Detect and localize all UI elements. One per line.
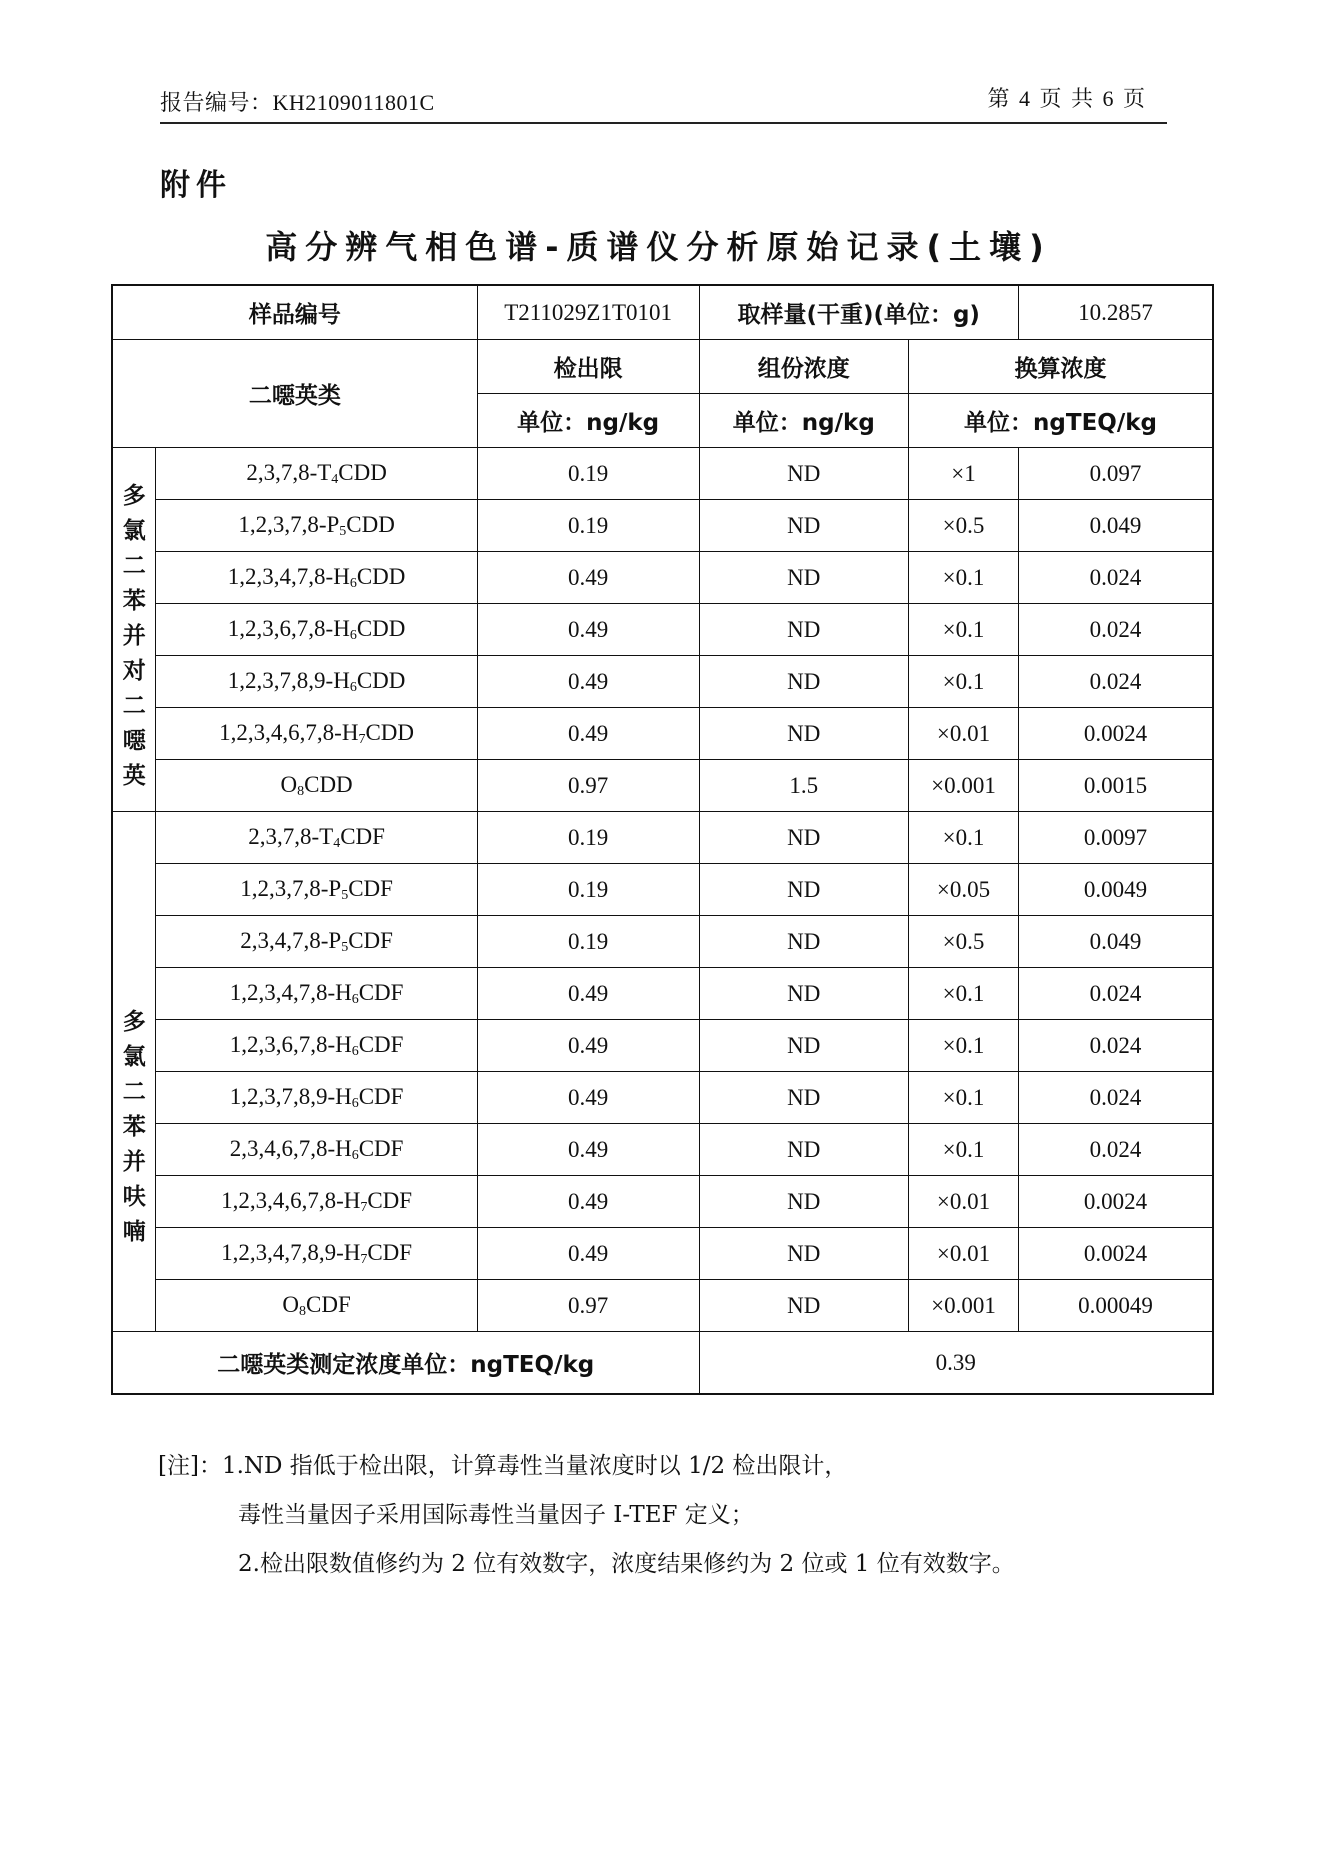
cell-lod: 0.49 (477, 1072, 699, 1124)
cell-teq: 0.024 (1018, 604, 1213, 656)
cell-lod: 0.49 (477, 656, 699, 708)
cell-conc: ND (699, 1124, 909, 1176)
table-row (112, 864, 1213, 916)
cell-conc: ND (699, 864, 909, 916)
congener-name: $1,2,3,7,8-P_5CDD$ (156, 500, 477, 552)
congener-name: $1,2,3,4,6,7,8-H_7CDD$ (156, 708, 477, 760)
unit-conc: 单位：ng/kg (699, 394, 909, 448)
table-row (112, 448, 1213, 500)
cell-teq: 0.024 (1018, 1124, 1213, 1176)
total-row (112, 1332, 1213, 1395)
cell-teq: 0.049 (1018, 500, 1213, 552)
table-row (112, 760, 1213, 812)
cell-tef: ×0.1 (909, 552, 1019, 604)
congener-name: $2,3,4,6,7,8-H_6CDF$ (156, 1124, 477, 1176)
cell-conc: ND (699, 552, 909, 604)
cell-tef: ×0.1 (909, 968, 1019, 1020)
table-row (112, 1124, 1213, 1176)
sample-mass-label: 取样量(干重)(单位：g) (699, 285, 1018, 340)
table-row (112, 552, 1213, 604)
cell-lod: 0.49 (477, 1020, 699, 1072)
cell-conc: ND (699, 968, 909, 1020)
cell-conc: ND (699, 1072, 909, 1124)
congener-name: $1,2,3,7,8-P_5CDF$ (156, 864, 477, 916)
cell-lod: 0.49 (477, 1228, 699, 1280)
cell-lod: 0.49 (477, 604, 699, 656)
cell-conc: ND (699, 1176, 909, 1228)
cell-conc: ND (699, 1228, 909, 1280)
cell-teq: 0.024 (1018, 552, 1213, 604)
table-row (112, 1072, 1213, 1124)
cell-tef: ×0.001 (909, 1280, 1019, 1332)
cell-lod: 0.19 (477, 864, 699, 916)
table-row (112, 968, 1213, 1020)
col-conv-header: 换算浓度 (909, 340, 1213, 394)
cell-tef: ×0.01 (909, 1176, 1019, 1228)
table-row (112, 1280, 1213, 1332)
col-lod-header: 检出限 (477, 340, 699, 394)
note-line-3: 2.检出限数值修约为 2 位有效数字，浓度结果修约为 2 位或 1 位有效数字。 (238, 1551, 1015, 1577)
congener-name: $1,2,3,6,7,8-H_6CDF$ (156, 1020, 477, 1072)
cell-tef: ×0.1 (909, 656, 1019, 708)
cell-conc: ND (699, 656, 909, 708)
cell-conc: ND (699, 916, 909, 968)
note-line-1: [注]：1.ND 指低于检出限，计算毒性当量浓度时以 1/2 检出限计， (158, 1453, 848, 1479)
group-label-pcdf: 多氯二苯并呋喃 (112, 812, 156, 1332)
cell-tef: ×0.1 (909, 604, 1019, 656)
cell-tef: ×0.5 (909, 500, 1019, 552)
congener-name: $2,3,4,7,8-P_5CDF$ (156, 916, 477, 968)
total-label: 二噁英类测定浓度单位：ngTEQ/kg (112, 1332, 699, 1395)
cell-tef: ×0.05 (909, 864, 1019, 916)
table-row (112, 604, 1213, 656)
cell-tef: ×0.1 (909, 1020, 1019, 1072)
report-number: 报告编号：KH2109011801C (160, 90, 435, 115)
cell-tef: ×0.1 (909, 1124, 1019, 1176)
cell-tef: ×0.01 (909, 1228, 1019, 1280)
cell-lod: 0.19 (477, 812, 699, 864)
table-row (112, 500, 1213, 552)
sample-no-value: T211029Z1T0101 (477, 285, 699, 340)
congener-name: $1,2,3,4,7,8-H_6CDD$ (156, 552, 477, 604)
cell-teq: 0.00049 (1018, 1280, 1213, 1332)
table-row (112, 1020, 1213, 1072)
unit-conv: 单位：ngTEQ/kg (909, 394, 1213, 448)
unit-lod: 单位：ng/kg (477, 394, 699, 448)
cell-teq: 0.0049 (1018, 864, 1213, 916)
cell-teq: 0.0097 (1018, 812, 1213, 864)
congener-name: $1,2,3,4,7,8,9-H_7CDF$ (156, 1228, 477, 1280)
cell-lod: 0.19 (477, 916, 699, 968)
cell-tef: ×0.001 (909, 760, 1019, 812)
cell-teq: 0.0024 (1018, 708, 1213, 760)
congener-name: $2,3,7,8-T_4CDF$ (156, 812, 477, 864)
congener-name: $1,2,3,7,8,9-H_6CDD$ (156, 656, 477, 708)
cell-teq: 0.097 (1018, 448, 1213, 500)
congener-name: $1,2,3,4,7,8-H_6CDF$ (156, 968, 477, 1020)
congener-name: $1,2,3,6,7,8-H_6CDD$ (156, 604, 477, 656)
cell-lod: 0.49 (477, 1124, 699, 1176)
congener-name: $O_8CDF$ (156, 1280, 477, 1332)
congener-name: $1,2,3,7,8,9-H_6CDF$ (156, 1072, 477, 1124)
dioxin-label: 二噁英类 (112, 340, 477, 448)
cell-lod: 0.19 (477, 500, 699, 552)
cell-tef: ×1 (909, 448, 1019, 500)
cell-teq: 0.0024 (1018, 1176, 1213, 1228)
congener-name: $O_8CDD$ (156, 760, 477, 812)
congener-name: $1,2,3,4,6,7,8-H_7CDF$ (156, 1176, 477, 1228)
cell-conc: ND (699, 812, 909, 864)
cell-lod: 0.97 (477, 760, 699, 812)
notes (158, 1442, 1015, 1589)
table-row (112, 812, 1213, 864)
total-value: 0.39 (699, 1332, 1213, 1395)
results-table (111, 284, 1214, 1395)
cell-conc: ND (699, 1020, 909, 1072)
group-label-pcdd: 多氯二苯并对二噁英 (112, 448, 156, 812)
cell-teq: 0.024 (1018, 968, 1213, 1020)
cell-tef: ×0.1 (909, 1072, 1019, 1124)
cell-teq: 0.0015 (1018, 760, 1213, 812)
table-row (112, 656, 1213, 708)
cell-teq: 0.024 (1018, 1020, 1213, 1072)
sample-no-label: 样品编号 (112, 285, 477, 340)
cell-lod: 0.49 (477, 708, 699, 760)
table-row (112, 1228, 1213, 1280)
cell-lod: 0.49 (477, 1176, 699, 1228)
table-row (112, 1176, 1213, 1228)
cell-conc: ND (699, 448, 909, 500)
cell-conc: ND (699, 604, 909, 656)
cell-conc: 1.5 (699, 760, 909, 812)
note-line-2: 毒性当量因子采用国际毒性当量因子 I-TEF 定义； (238, 1502, 754, 1528)
cell-teq: 0.024 (1018, 1072, 1213, 1124)
sample-mass-value: 10.2857 (1018, 285, 1213, 340)
cell-teq: 0.024 (1018, 656, 1213, 708)
cell-teq: 0.0024 (1018, 1228, 1213, 1280)
cell-tef: ×0.1 (909, 812, 1019, 864)
cell-lod: 0.49 (477, 552, 699, 604)
col-conc-header: 组份浓度 (699, 340, 909, 394)
cell-lod: 0.97 (477, 1280, 699, 1332)
cell-conc: ND (699, 500, 909, 552)
cell-conc: ND (699, 1280, 909, 1332)
congener-name: $2,3,7,8-T_4CDD$ (156, 448, 477, 500)
cell-conc: ND (699, 708, 909, 760)
cell-teq: 0.049 (1018, 916, 1213, 968)
document-title: 高分辨气相色谱-质谱仪分析原始记录(土壤) (265, 228, 1052, 266)
cell-tef: ×0.01 (909, 708, 1019, 760)
cell-lod: 0.49 (477, 968, 699, 1020)
cell-lod: 0.19 (477, 448, 699, 500)
attachment-label: 附件 (160, 168, 232, 203)
page-header (160, 82, 1167, 124)
table-row (112, 708, 1213, 760)
table-row (112, 916, 1213, 968)
page-number: 第 4 页 共 6 页 (987, 86, 1147, 111)
cell-tef: ×0.5 (909, 916, 1019, 968)
